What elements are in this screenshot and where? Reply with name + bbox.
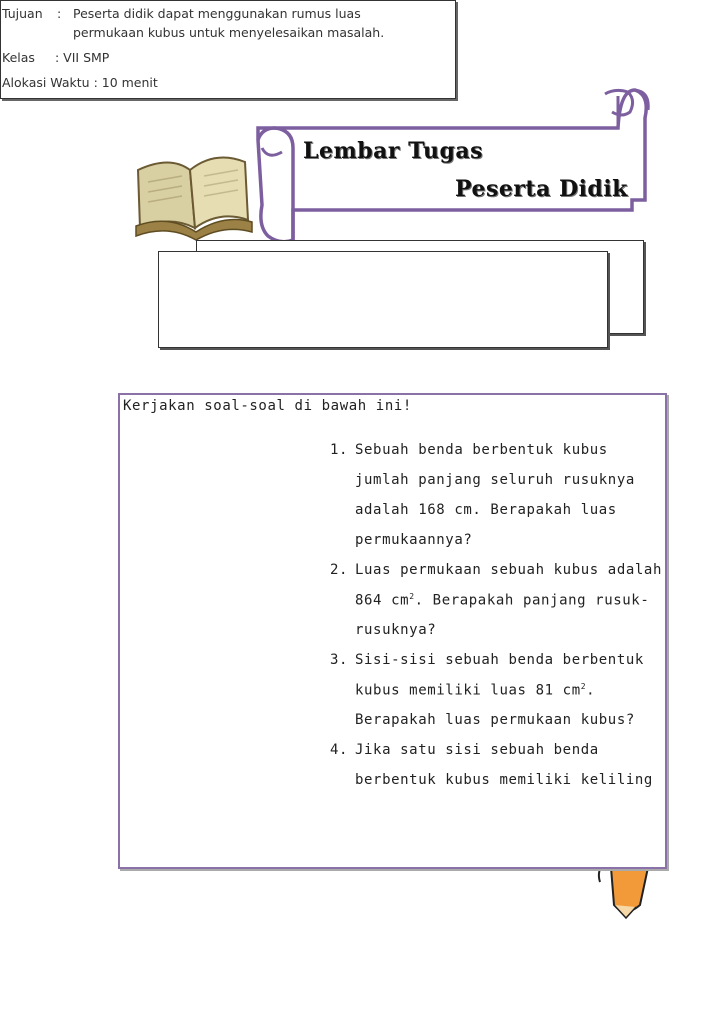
- question-1-line-3: adalah 168 cm. Berapakah luas: [355, 502, 617, 518]
- info-card-back-1: [158, 251, 608, 348]
- question-2-line-3: rusuknya?: [355, 622, 437, 638]
- tujuan-label: Tujuan: [2, 6, 43, 21]
- question-3-number: 3.: [330, 652, 349, 668]
- banner-title-line2: Peserta Didik: [455, 176, 628, 202]
- tujuan-line-1: Peserta didik dapat menggunakan rumus luas: [73, 6, 361, 21]
- question-2-line-1: Luas permukaan sebuah kubus adalah: [355, 562, 662, 578]
- tujuan-separator: :: [57, 6, 62, 21]
- question-1-number: 1.: [330, 442, 349, 458]
- question-2-superscript: 2: [409, 592, 415, 601]
- question-4-line-1: Jika satu sisi sebuah benda: [355, 742, 599, 758]
- banner-title-line1: Lembar Tugas: [303, 138, 484, 164]
- question-3-line-2: [355, 682, 595, 699]
- task-instruction: Kerjakan soal-soal di bawah ini!: [123, 398, 412, 414]
- kelas-value: : VII SMP: [55, 50, 110, 65]
- tujuan-line-2: permukaan kubus untuk menyelesaikan masalah.: [73, 25, 385, 40]
- question-2-line-2: [355, 592, 649, 609]
- question-1-line-2: jumlah panjang seluruh rusuknya: [355, 472, 635, 488]
- question-2-area-value: 864 cm: [355, 592, 410, 609]
- alokasi-waktu: Alokasi Waktu : 10 menit: [2, 75, 158, 90]
- kelas-label: Kelas: [2, 50, 35, 65]
- question-3-line-3: Berapakah luas permukaan kubus?: [355, 712, 635, 728]
- question-2-line-2-rest: . Berapakah panjang rusuk-: [414, 592, 650, 609]
- question-3-line-1: Sisi-sisi sebuah benda berbentuk: [355, 652, 644, 668]
- question-4-number: 4.: [330, 742, 349, 758]
- question-1-line-1: Sebuah benda berbentuk kubus: [355, 442, 608, 458]
- question-4-line-2: berbentuk kubus memiliki keliling: [355, 772, 653, 788]
- question-2-number: 2.: [330, 562, 349, 578]
- question-3-area-value: kubus memiliki luas 81 cm: [355, 682, 581, 699]
- question-3-line-2-rest: .: [586, 682, 596, 699]
- question-1-line-4: permukaannya?: [355, 532, 473, 548]
- open-book-icon: [136, 158, 252, 241]
- question-3-superscript: 2: [580, 682, 587, 691]
